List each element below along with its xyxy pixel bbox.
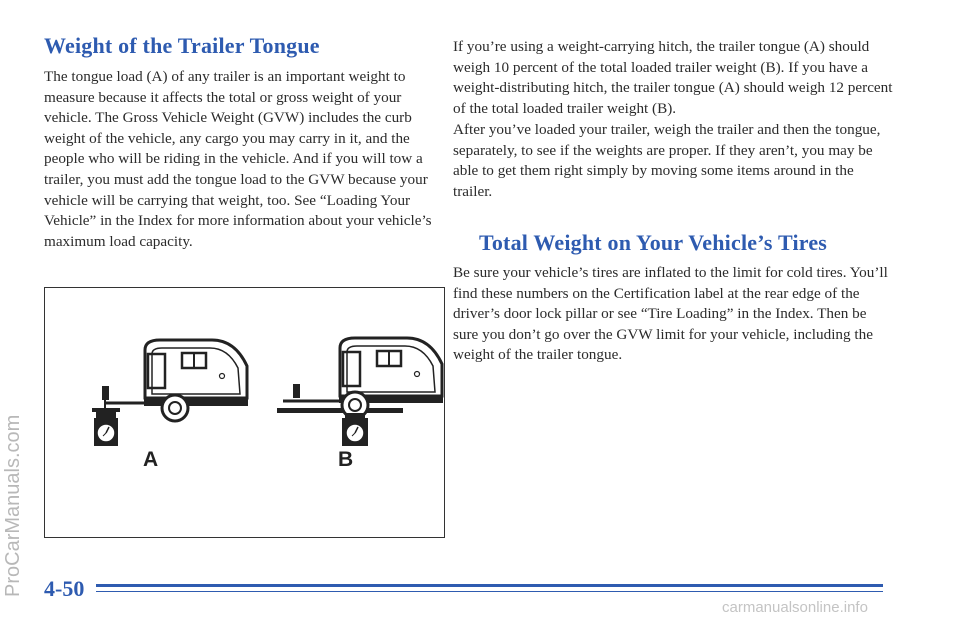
section-heading-trailer-tongue: Weight of the Trailer Tongue (44, 33, 320, 58)
trailer-weighing-figure (44, 287, 445, 538)
footer-rule-thin (96, 591, 883, 592)
tire-inflation-paragraph: Be sure your vehicle’s tires are inflated to the limit for cold tires. You’ll find these numbers on the Certification label at the rear edge of the driver’s door lock pillar or see “Tire Loading” in the Index. Then be sure you don’t go over the GVW limit for your vehicle, including the weight of the trailer tongue. (453, 264, 888, 364)
trailer-a-drawing (92, 340, 248, 446)
footer-site-watermark: carmanualsonline.info (722, 599, 868, 616)
trailer-illustration (45, 288, 446, 539)
watermark: ProCarManuals.com (2, 414, 24, 597)
weigh-trailer-paragraph: After you’ve loaded your trailer, weigh the trailer and then the tongue, separately, to see if the weights are proper. If they aren’t, you may be able to get them right simply by moving some items around in the trailer. (453, 121, 881, 200)
hitch-weight-paragraph: If you’re using a weight-carrying hitch, the trailer tongue (A) should weigh 10 percent of the total loaded trailer weight (B). If you have a weight-distributing hitch, the trailer tongue (A) should weigh 12 percent of the total loaded trailer weight (B). (453, 38, 893, 117)
figure-label-b: B (338, 448, 354, 471)
footer-rule-thick (96, 584, 883, 587)
tongue-load-paragraph: The tongue load (A) of any trailer is an important weight to measure because it affects the total or gross weight of your vehicle. The Gross Vehicle Weight (GVW) includes the curb weight of the vehicle, any cargo you may carry in it, and the people who will be riding in the vehicle. And if you will tow a trailer, you must add the tongue load to the GVW because your vehicle will be carrying that weight, too. See “Loading Your Vehicle” in the Index for more information about your vehicle’s maximum load capacity. (44, 68, 432, 250)
section-heading-total-weight: Total Weight on Your Vehicle’s Tires (479, 230, 828, 255)
page-number: 4-50 (44, 576, 85, 601)
trailer-b-drawing (277, 338, 443, 446)
figure-label-a: A (143, 448, 159, 471)
